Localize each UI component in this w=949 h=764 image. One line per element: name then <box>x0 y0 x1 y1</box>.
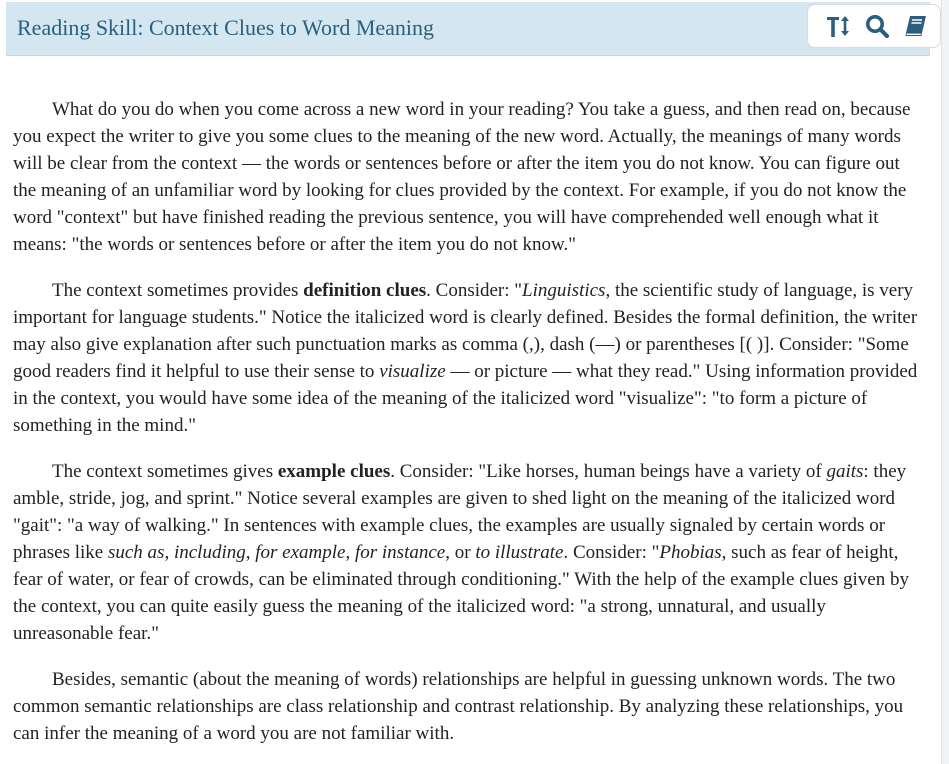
italic-word: Linguistics <box>522 280 606 301</box>
paragraph-text: The context sometimes gives <box>52 461 278 482</box>
paragraph-text: , <box>245 542 256 563</box>
paragraph-text: , <box>164 542 174 563</box>
paragraph-2 <box>13 277 925 439</box>
paragraph-text: . Consider: "Like horses, human beings have a variety of <box>390 461 827 482</box>
search-icon <box>862 11 892 41</box>
paragraph-text: . Consider: " <box>563 542 660 563</box>
page-title: Reading Skill: Context Clues to Word Meaning <box>17 15 435 40</box>
paragraph-1 <box>13 96 925 258</box>
paragraph-text: . Consider: " <box>426 280 523 301</box>
paragraph-text: , the scientific study of language, is very important for language students." Notice the italicized word is clearly defined. Besides the formal definition, the writer may also give explanation after such punctuation marks as comma (,), dash (—) or parentheses [( )]. Consider: "Some good readers find it helpful to use their sense to <box>13 280 918 382</box>
paragraph-text: , <box>345 542 355 563</box>
term-example-clues: example clues <box>277 461 391 482</box>
paragraph-text: : they amble, stride, jog, and sprint." Notice several examples are given to shed light on the meaning of the italicized word "gait": "a way of walking." In sentences with example clues, the examples are usually signaled by certain words or phrases like <box>13 461 907 563</box>
paragraph-text: — or picture — what they read." Using information provided in the context, you would have some idea of the meaning of the italicized word "visualize": "to form a picture of something in the mind." <box>13 361 918 436</box>
italic-word: to illustrate <box>475 542 564 563</box>
paragraph-3 <box>13 458 925 647</box>
italic-word: such as <box>107 542 165 563</box>
paragraph-text: , such as fear of height, fear of water, or fear of crowds, can be eliminated through conditioning." With the help of the example clues given by the context, you can quite easily guess the meaning of the italicized word: "a strong, unnatural, and usually unreasonable fear." <box>13 542 909 644</box>
paragraph-text: What do you do when you come across a new word in your reading? You take a guess, and then read on, because you expect the writer to give you some clues to the meaning of the new word. Actually, the meanings of many words will be clear from the context — the words or sentences before or after the item you do not know. You can figure out the meaning of an unfamiliar word by looking for clues provided by the context. For example, if you do not know the word "context" but have finished reading the previous sentence, you will have comprehended well enough what it means: "the words or sentences before or after the item you do not know." <box>13 99 911 255</box>
paragraph-text: The context sometimes provides <box>52 280 304 301</box>
italic-word: visualize <box>379 361 446 382</box>
paragraph-text: , or <box>445 542 476 563</box>
italic-word: Phobias <box>659 542 722 563</box>
scrollbar[interactable] <box>941 0 949 764</box>
paragraph-4 <box>13 666 925 747</box>
search-button[interactable] <box>862 11 892 41</box>
text-size-button[interactable] <box>824 11 854 41</box>
italic-word: gaits <box>826 461 864 482</box>
italic-word: for instance <box>354 542 446 563</box>
italic-word: including <box>173 542 246 563</box>
book-icon <box>901 11 931 41</box>
page-header <box>6 2 930 56</box>
article-body <box>13 96 925 764</box>
text-size-icon <box>824 11 854 41</box>
reader-toolbar <box>807 4 941 48</box>
term-definition-clues: definition clues <box>303 280 427 301</box>
italic-word: for example <box>255 542 346 563</box>
paragraph-text: Besides, semantic (about the meaning of words) relationships are helpful in guessing unknown words. The two common semantic relationships are class relationship and contrast relationship. By analyzing these relationships, you can infer the meaning of a word you are not familiar with. <box>13 669 904 744</box>
book-button[interactable] <box>901 11 931 41</box>
